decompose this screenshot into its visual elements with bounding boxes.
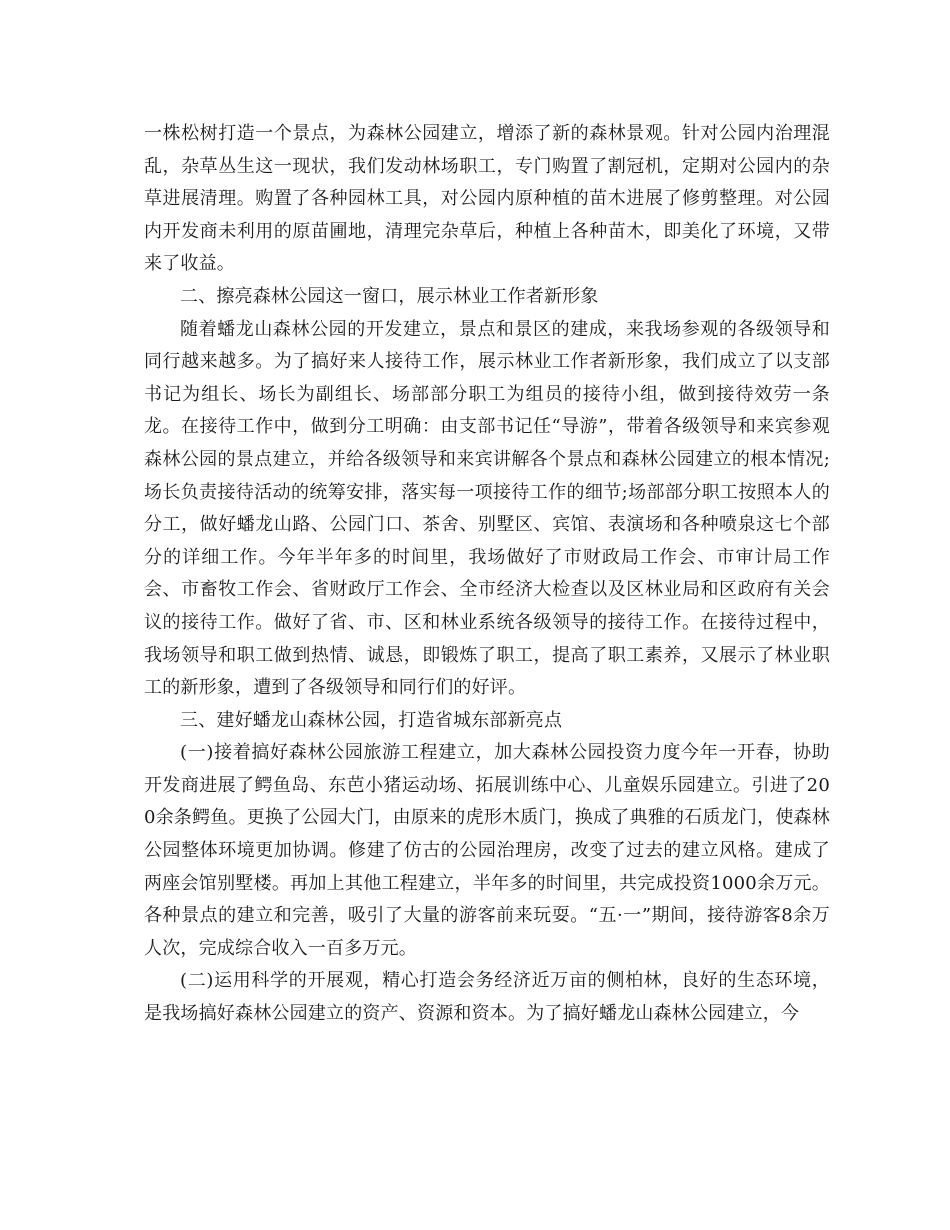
- paragraph-reception-work: 随着蟠龙山森林公园的开发建立，景点和景区的建成，来我场参观的各级领导和同行越来越多。为了搞好来人接待工作，展示林业工作者新形象，我们成立了以支部书记为组长、场长为副组长、场部部分职工为组员的接待小组，做到接待效劳一条龙。在接待工作中，做到分工明确：由支部书记任“导游”，带着各级领导和来宾参观森林公园的景点建立，并给各级领导和来宾讲解各个景点和森林公园建立的根本情况;场长负责接待活动的统筹安排，落实每一项接待工作的细节;场部部分职工按照本人的分工，做好蟠龙山路、公园门口、茶舍、别墅区、宾馆、表演场和各种喷泉这七个部分的详细工作。今年半年多的时间里，我场做好了市财政局工作会、市审计局工作会、市畜牧工作会、省财政厅工作会、全市经济大检查以及区林业局和区政府有关会议的接待工作。做好了省、市、区和林业系统各级领导的接待工作。在接待过程中，我场领导和职工做到热情、诚恳，即锻炼了职工，提高了职工素养，又展示了林业职工的新形象，遭到了各级领导和同行们的好评。: [144, 318, 830, 699]
- paragraph-conference-economy: (二)运用科学的开展观，精心打造会务经济近万亩的侧柏林，良好的生态环境，是我场搞好森林公园建立的资产、资源和资本。为了搞好蟠龙山森林公园建立，今: [144, 970, 830, 1025]
- document-body: [144, 118, 830, 1031]
- section-heading-two: 二、擦亮森林公园这一窗口，展示林业工作者新形象: [180, 285, 599, 307]
- paragraph-tourism-projects: (一)接着搞好森林公园旅游工程建立，加大森林公园投资力度今年一开春，协助开发商进展了鳄鱼岛、东芭小猪运动场、拓展训练中心、儿童娱乐园建立。引进了200余条鳄鱼。更换了公园大门，由原来的虎形木质门，换成了典雅的石质龙门，使森林公园整体环境更加协调。修建了仿古的公园治理房，改变了过去的建立风格。建成了两座会馆别墅楼。再加上其他工程建立，半年多的时间里，共完成投资1000余万元。各种景点的建立和完善，吸引了大量的游客前来玩耍。“五·一”期间，接待游客8余万人次，完成综合收入一百多万元。: [144, 742, 830, 959]
- paragraph-landscape-work: 一株松树打造一个景点，为森林公园建立，增添了新的森林景观。针对公园内治理混乱，杂草丛生这一现状，我们发动林场职工，专门购置了割冠机，定期对公园内的杂草进展清理。购置了各种园林工具，对公园内原种植的苗木进展了修剪整理。对公园内开发商未利用的原苗圃地，清理完杂草后，种植上各种苗木，即美化了环境，又带来了收益。: [144, 123, 830, 275]
- section-heading-three: 三、建好蟠龙山森林公园，打造省城东部新亮点: [180, 709, 563, 731]
